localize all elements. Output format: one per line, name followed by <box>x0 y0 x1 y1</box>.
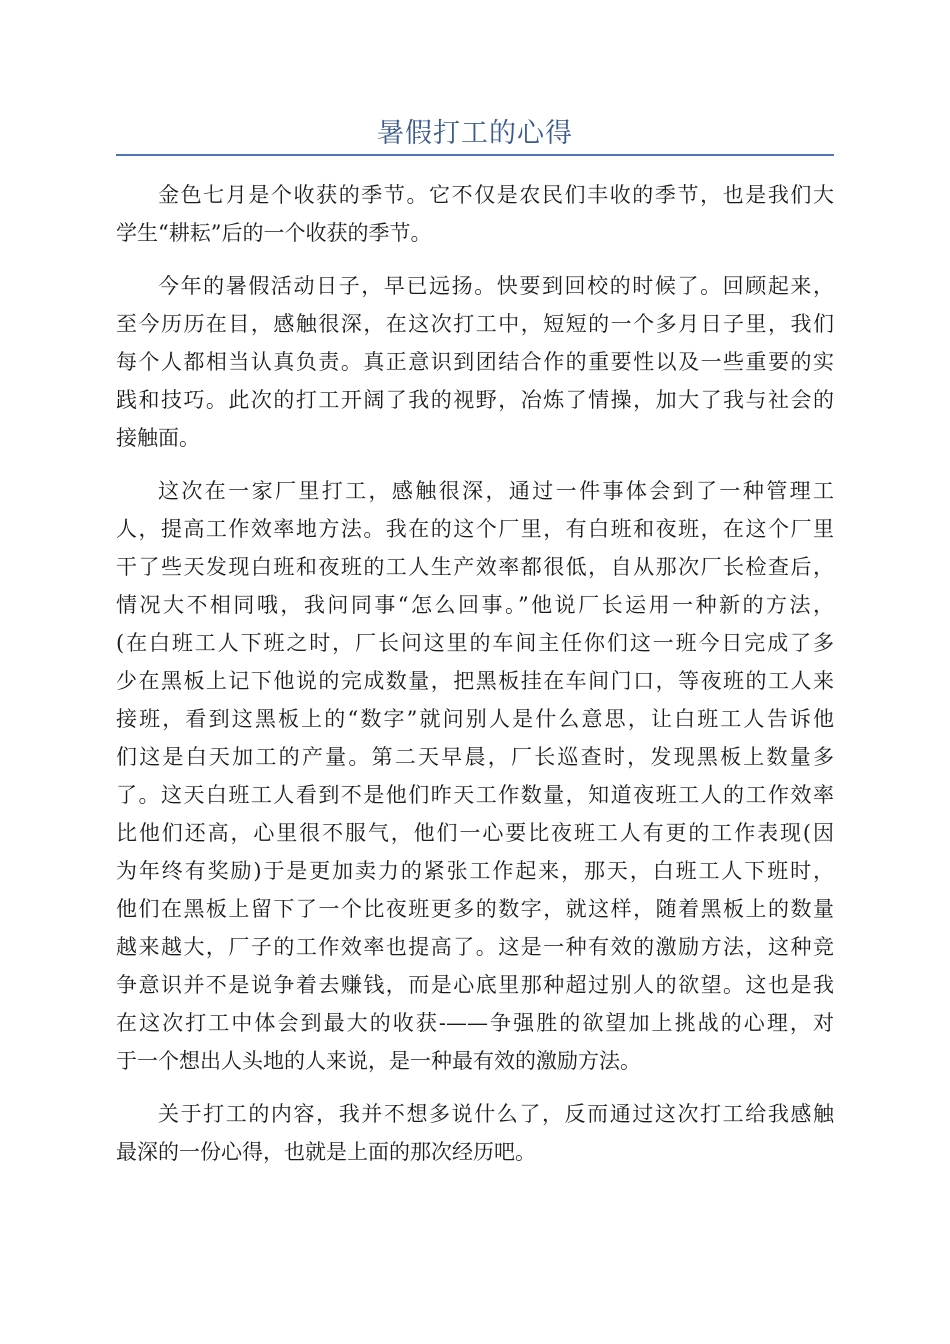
paragraph-line: 们这是白天加工的产量。第二天早晨，厂长巡查时，发现黑板上数量多 <box>116 745 834 769</box>
paragraph-3 <box>116 472 834 1080</box>
paragraph-line: 这次在一家厂里打工，感触很深，通过一件事体会到了一种管理工 <box>158 479 834 503</box>
paragraph-line: 学生“耕耘”后的一个收获的季节。 <box>116 221 432 245</box>
paragraph-line: 最深的一份心得，也就是上面的那次经历吧。 <box>116 1140 536 1164</box>
paragraph-line: 了。这天白班工人看到不是他们昨天工作数量，知道夜班工人的工作效率 <box>116 783 834 807</box>
paragraph-line: 接触面。 <box>116 426 200 450</box>
paragraph-line: 至今历历在目，感触很深，在这次打工中，短短的一个多月日子里，我们 <box>116 312 834 336</box>
title-underline <box>116 154 834 156</box>
paragraph-line: 他们在黑板上留下了一个比夜班更多的数字，就这样，随着黑板上的数量 <box>116 897 834 921</box>
paragraph-4 <box>116 1095 834 1171</box>
paragraph-line: 少在黑板上记下他说的完成数量，把黑板挂在车间门口，等夜班的工人来 <box>116 669 834 693</box>
paragraph-line: 人，提高工作效率地方法。我在的这个厂里，有白班和夜班，在这个厂里 <box>116 517 834 541</box>
paragraph-line: 越来越大，厂子的工作效率也提高了。这是一种有效的激励方法，这种竞 <box>116 935 834 959</box>
paragraph-1 <box>116 176 834 252</box>
paragraph-line: 于一个想出人头地的人来说，是一种最有效的激励方法。 <box>116 1049 641 1073</box>
paragraph-line: 争意识并不是说争着去赚钱，而是心底里那种超过别人的欲望。这也是我 <box>116 973 834 997</box>
paragraph-line: 关于打工的内容，我并不想多说什么了，反而通过这次打工给我感触 <box>158 1102 834 1126</box>
paragraph-line: 比他们还高，心里很不服气，他们一心要比夜班工人有更的工作表现(因 <box>116 821 834 845</box>
paragraph-2 <box>116 267 834 457</box>
paragraph-line: 每个人都相当认真负责。真正意识到团结合作的重要性以及一些重要的实 <box>116 350 834 374</box>
paragraph-line: 金色七月是个收获的季节。它不仅是农民们丰收的季节，也是我们大 <box>158 183 834 207</box>
paragraph-line: 情况大不相同哦，我问同事“怎么回事。”他说厂长运用一种新的方法， <box>116 593 834 617</box>
document-title: 暑假打工的心得 <box>377 118 573 149</box>
paragraph-line: 践和技巧。此次的打工开阔了我的视野，冶炼了情操，加大了我与社会的 <box>116 388 834 412</box>
paragraph-line: 在这次打工中体会到最大的收获-——争强胜的欲望加上挑战的心理，对 <box>116 1011 834 1035</box>
document-body <box>116 176 834 1171</box>
paragraph-line: 今年的暑假活动日子，早已远扬。快要到回校的时候了。回顾起来， <box>158 274 834 298</box>
paragraph-line: 干了些天发现白班和夜班的工人生产效率都很低，自从那次厂长检查后， <box>116 555 834 579</box>
paragraph-line: (在白班工人下班之时，厂长问这里的车间主任你们这一班今日完成了多 <box>116 631 834 655</box>
paragraph-line: 接班，看到这黑板上的“数字”就问别人是什么意思，让白班工人告诉他 <box>116 707 834 731</box>
paragraph-line: 为年终有奖励)于是更加卖力的紧张工作起来，那天，白班工人下班时， <box>116 859 834 883</box>
